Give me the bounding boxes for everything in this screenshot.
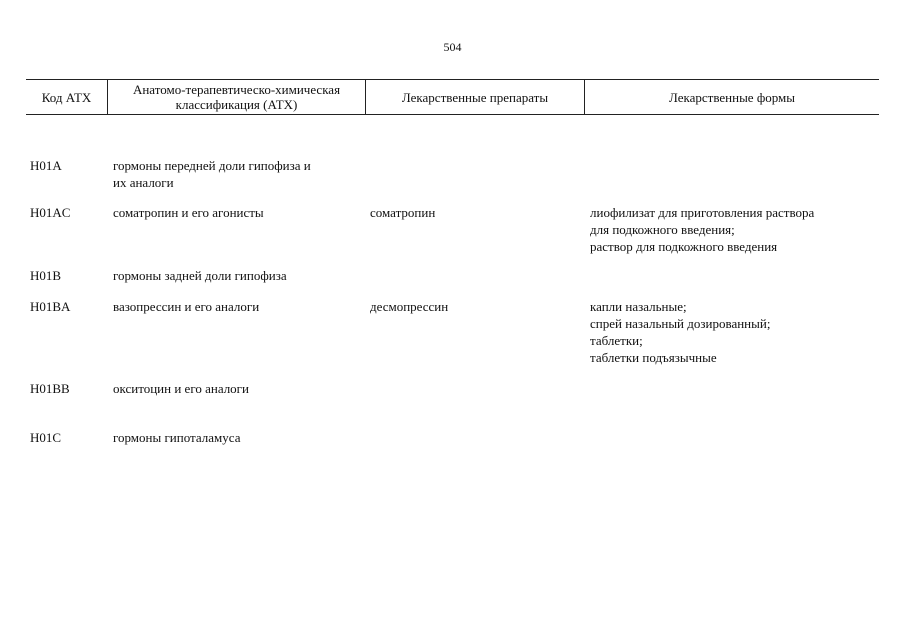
row-code: H01B (30, 268, 62, 283)
row-code: H01C (30, 430, 62, 445)
row-forms: капли назальные; спрей назальный дозированный; таблетки; таблетки подъязычные (590, 299, 771, 365)
row-code: H01AC (30, 205, 71, 220)
page-number: 504 (443, 40, 462, 54)
row-classification: соматропин и его агонисты (113, 205, 264, 220)
row-forms: лиофилизат для приготовления раствора для подкожного введения; раствор для подкожного введения (590, 205, 815, 254)
row-code: H01A (30, 158, 62, 173)
row-classification: вазопрессин и его аналоги (113, 299, 260, 314)
row-code: H01BB (30, 381, 70, 396)
row-classification: гормоны гипоталамуса (113, 430, 241, 445)
table-header (26, 79, 879, 115)
header-drugs: Лекарственные препараты (366, 80, 585, 114)
header-code: Код АТХ (26, 80, 108, 114)
row-drug: десмопрессин (370, 299, 449, 314)
row-classification: окситоцин и его аналоги (113, 381, 249, 396)
row-classification: гормоны передней доли гипофиза и их аналоги (113, 158, 311, 190)
row-classification: гормоны задней доли гипофиза (113, 268, 287, 283)
header-forms: Лекарственные формы (668, 89, 796, 105)
row-code: H01BA (30, 299, 71, 314)
header-classification: Анатомо-терапевтическо-химическая классификация (АТХ) (108, 80, 366, 114)
row-drug: соматропин (370, 205, 436, 220)
